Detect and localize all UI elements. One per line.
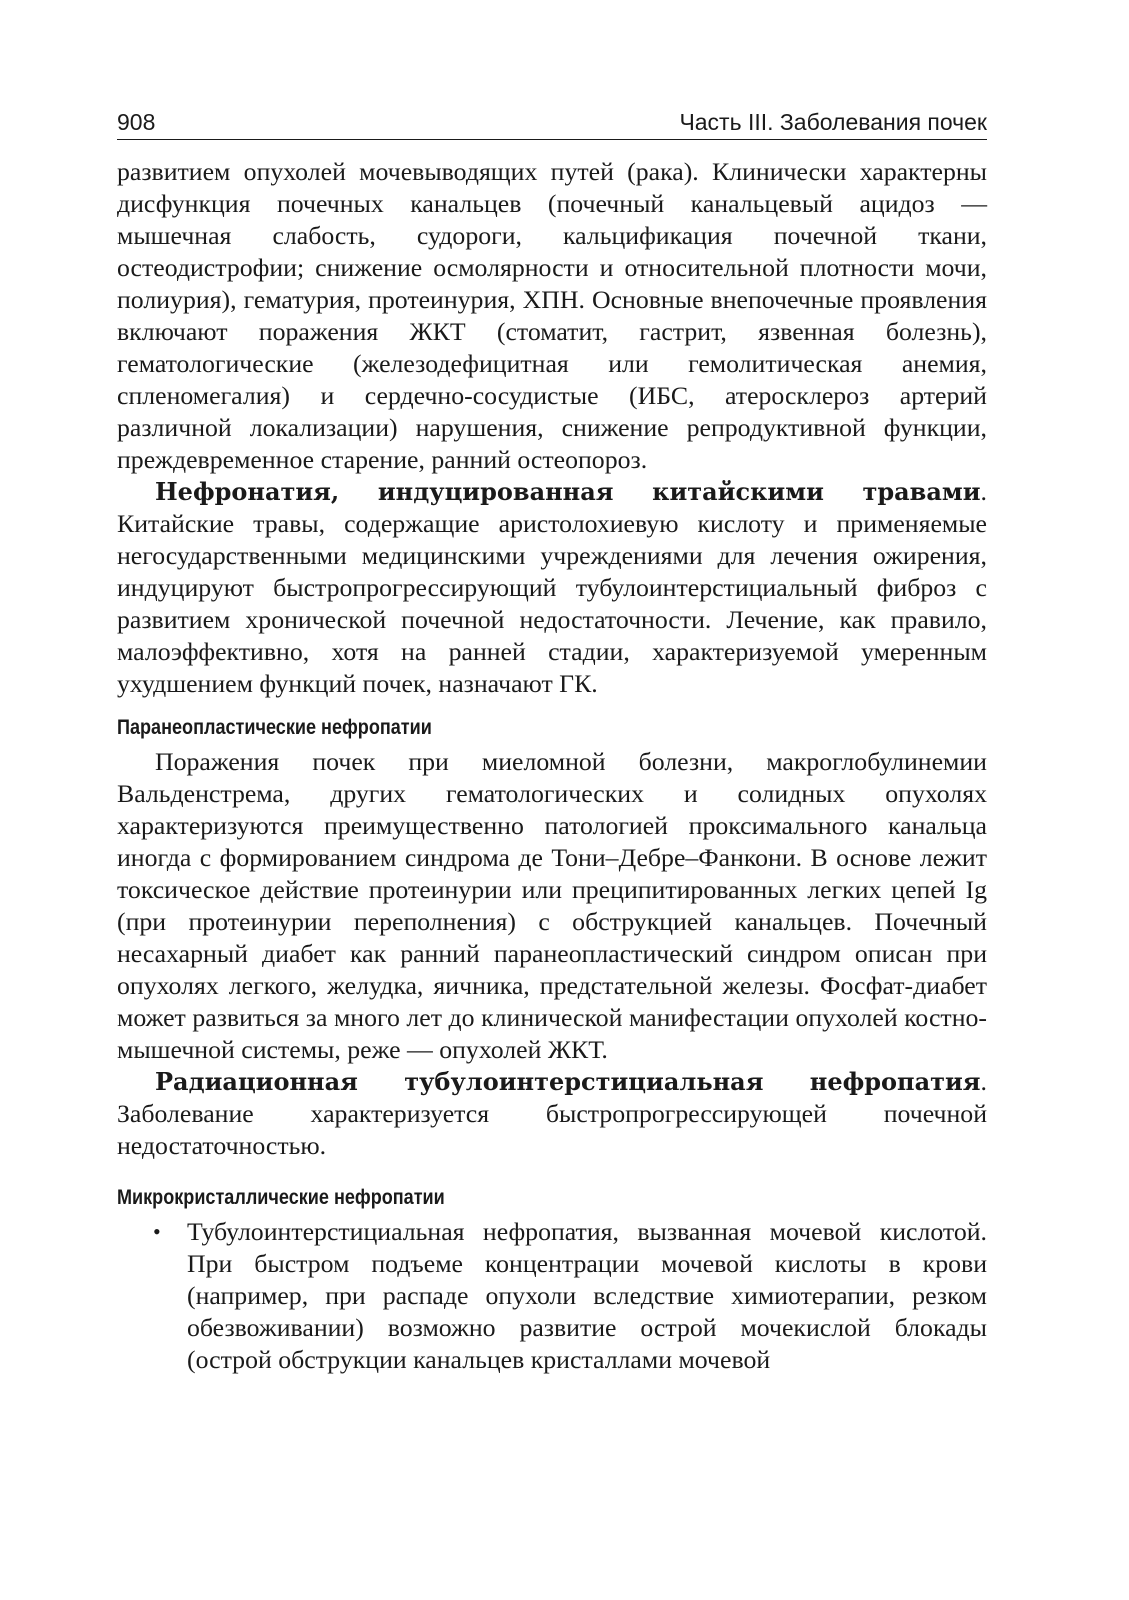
- section-heading-paraneoplastic: Паранеопластические нефропатии: [117, 716, 432, 739]
- term-radiation: Радиационная тубулоинтерстициальная нефропатия: [155, 1067, 981, 1096]
- paragraph-continued: развитием опухолей мочевыводящих путей (рака). Клинически характерны дисфункция почечных канальцев (почечный канальцевый ацидоз — мышечная слабость, судороги, кальцификация почечной ткани, остеодистрофии; снижение осмолярности и относительной плотности мочи, полиурия), гематурия, протеинурия, ХПН. Основные внепочечные проявления включают поражения ЖКТ (стоматит, гастрит, язвенная болезнь), гематологические (железодефицитная или гемолитическая анемия, спленомегалия) и сердечно-сосудистые (ИБС, атеросклероз артерий различной локализации) нарушения, снижение репродуктивной функции, преждевременное старение, ранний остеопороз.: [117, 157, 987, 474]
- paragraph-paraneoplastic: Поражения почек при миеломной болезни, макроглобулинемии Вальденстрема, других гематологических и солидных опухолях характеризуются преимущественно патологией проксимального канальца иногда с формированием синдрома де Тони–Дебре–Фанкони. В основе лежит токсическое действие протеинурии или преципитированных легких цепей Ig (при протеинурии переполнения) с обструкцией канальцев. Почечный несахарный диабет как ранний паранеопластический синдром описан при опухолях легкого, желудка, яичника, предстательной железы. Фосфат-диабет может развиться за много лет до клинической манифестации опухолей костно-мышечной системы, реже — опухолей ЖКТ.: [117, 747, 987, 1064]
- list-item: [117, 1216, 987, 1376]
- paragraph-radiation-text: . Заболевание характеризуется быстропрогрессирующей почечной недостаточностью.: [117, 1067, 987, 1160]
- list-item-text: Тубулоинтерстициальная нефропатия, вызванная мочевой кислотой. При быстром подъеме концентрации мочевой кислоты в крови (например, при распаде опухоли вследствие химиотерапии, резком обезвоживании) возможно развитие острой мочекислой блокады (острой обструкции канальцев кристаллами мочевой: [187, 1217, 987, 1374]
- bullet-list: [117, 1216, 987, 1376]
- term-chinese-herbs: Нефронатия, индуцированная китайскими травами: [155, 477, 981, 506]
- paragraph-chinese-herbs-text: . Китайские травы, содержащие аристолохиевую кислоту и применяемые негосударственными медицинскими учреждениями для лечения ожирения, индуцируют быстропрогрессирующий тубулоинтерстициальный фиброз с развитием хронической почечной недостаточности. Лечение, как правило, малоэффективно, хотя на ранней стадии, характеризуемой умеренным ухудшением функций почек, назначают ГК.: [117, 477, 987, 698]
- paragraph-chinese-herbs: [117, 476, 987, 700]
- main-text: [117, 156, 987, 1376]
- section-heading-microcrystalline: Микрокристаллические нефропатии: [117, 1186, 445, 1209]
- running-header: [117, 108, 987, 140]
- running-title: Часть III. Заболевания почек: [679, 109, 987, 135]
- paragraph-radiation: [117, 1066, 987, 1162]
- book-page: [117, 108, 987, 1376]
- bullet-icon: •: [153, 1219, 161, 1244]
- page-number: 908: [117, 109, 156, 135]
